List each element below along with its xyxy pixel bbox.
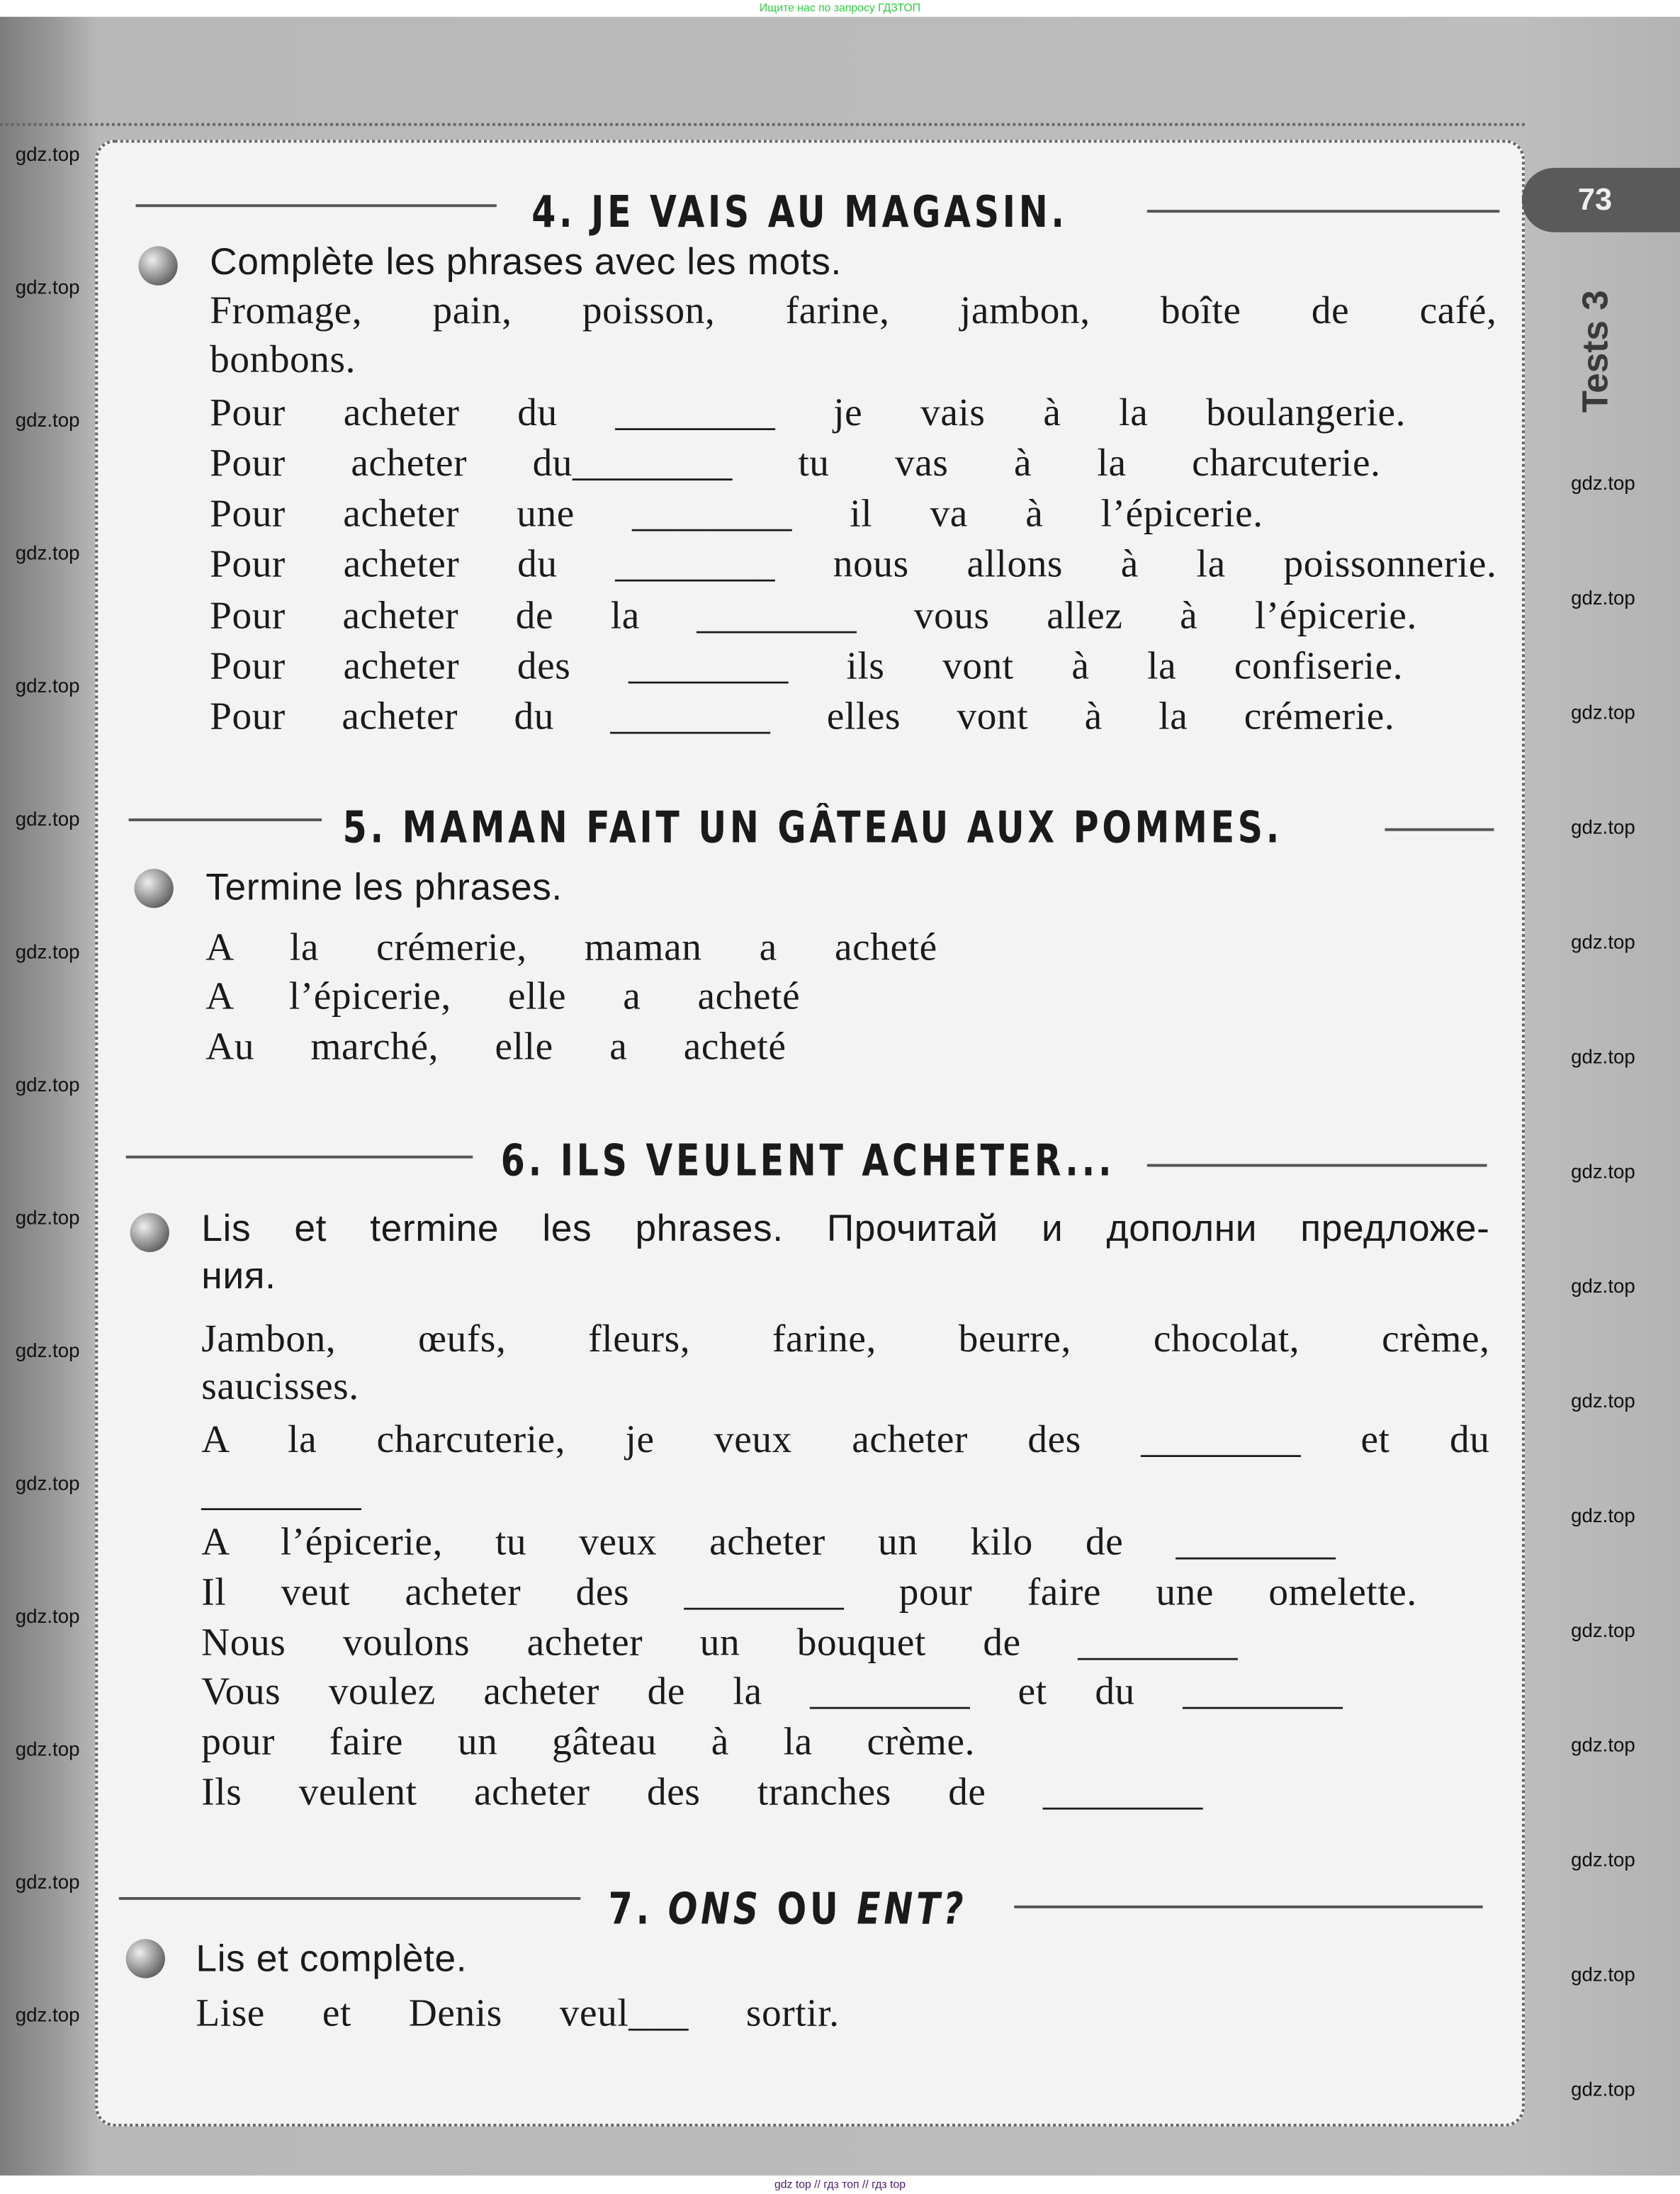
- text-line: ________: [201, 1471, 362, 1516]
- watermark: gdz.top: [1571, 1962, 1635, 1986]
- header-rule: [129, 818, 322, 821]
- watermark: gdz.top: [15, 408, 80, 432]
- watermark: gdz.top: [1571, 930, 1635, 953]
- watermark: gdz.top: [1571, 1733, 1635, 1756]
- text-line: Pour acheter de la ________ vous allez à l’épicerie.: [210, 595, 1417, 638]
- text-line: Pour acheter des ________ ils vont à la confiserie.: [210, 645, 1404, 689]
- text-line: A la crémerie, maman a acheté: [205, 926, 937, 970]
- text-line: Jambon, œufs, fleurs, farine, beurre, chocolat, crème,: [201, 1317, 1490, 1361]
- watermark: gdz.top: [1571, 1274, 1635, 1298]
- text-line: saucisses.: [201, 1365, 359, 1410]
- text-line: Pour acheter du________ tu vas à la charcuterie.: [210, 441, 1381, 486]
- watermark: gdz.top: [1571, 1847, 1635, 1871]
- watermark: gdz.top: [15, 142, 80, 165]
- watermark: gdz.top: [1571, 586, 1635, 609]
- text-line: Au marché, elle a acheté: [205, 1025, 787, 1069]
- watermark: gdz.top: [15, 1604, 80, 1627]
- watermark: gdz.top: [1571, 1619, 1635, 1641]
- instruction: ния.: [201, 1254, 276, 1298]
- watermark: gdz.top: [15, 1870, 80, 1894]
- title-ou: OU: [777, 1884, 842, 1935]
- text-line: Pour acheter du ________ elles vont à la crémerie.: [210, 695, 1395, 739]
- header-rule: [1147, 210, 1499, 213]
- text-line: Pour acheter du ________ je vais à la boulangerie.: [210, 391, 1406, 435]
- watermark: gdz.top: [1571, 701, 1635, 724]
- bullet-icon: [138, 246, 177, 285]
- instruction: Lis et termine les phrases. Прочитай и дополни предложе-: [201, 1207, 1490, 1249]
- watermark: gdz.top: [1571, 815, 1635, 838]
- title-number: 7.: [608, 1884, 653, 1935]
- header-rule: [126, 1156, 473, 1159]
- watermark: gdz.top: [15, 1205, 80, 1229]
- header-rule: [135, 204, 496, 207]
- title-ons: ONS: [667, 1884, 762, 1935]
- text-line: Lise et Denis veul___ sortir.: [196, 1992, 840, 2036]
- page-number: 73: [1522, 168, 1680, 232]
- watermark: gdz.top: [15, 1471, 80, 1495]
- instruction: Complète les phrases avec les mots.: [210, 240, 842, 283]
- text-line: A l’épicerie, elle a acheté: [205, 975, 801, 1019]
- text-line: bonbons.: [210, 338, 356, 382]
- section-4-title: 4. JE VAIS AU MAGASIN.: [531, 187, 1068, 238]
- watermark: gdz.top: [15, 1737, 80, 1760]
- text-line: A l’épicerie, tu veux acheter un kilo de ________: [201, 1520, 1336, 1565]
- text-line: Ils veulent acheter des tranches de ________: [201, 1771, 1203, 1815]
- watermark: gdz.top: [1571, 1504, 1635, 1526]
- text-line: pour faire un gâteau à la crème.: [201, 1721, 976, 1765]
- text-line: Fromage, pain, poisson, farine, jambon, boîte de café,: [210, 289, 1497, 333]
- watermark: gdz.top: [15, 541, 80, 564]
- watermark: gdz.top: [15, 940, 80, 963]
- bullet-icon: [130, 1213, 169, 1252]
- watermark: gdz.top: [15, 2003, 80, 2026]
- watermark: gdz.top: [1571, 471, 1635, 494]
- section-5-title: 5. MAMAN FAIT UN GÂTEAU AUX POMMES.: [342, 803, 1283, 854]
- text-line: Vous voulez acheter de la ________ et du ________: [201, 1670, 1343, 1714]
- text-line: Pour acheter du ________ nous allons à la poissonnerie.: [210, 542, 1497, 587]
- watermark: gdz.top: [15, 275, 80, 298]
- watermark: gdz.top: [1571, 1389, 1635, 1412]
- instruction: Termine les phrases.: [205, 866, 563, 908]
- divider: [0, 123, 1525, 126]
- top-banner: Ищите нас по запросу ГДЗТОП: [759, 1, 921, 14]
- text-line: Pour acheter une ________ il va à l’épicerie.: [210, 492, 1263, 536]
- watermark: gdz.top: [1571, 1159, 1635, 1183]
- watermark: gdz.top: [15, 1073, 80, 1096]
- watermark: gdz.top: [1571, 2077, 1635, 2100]
- bullet-icon: [135, 869, 174, 908]
- header-rule: [1147, 1164, 1487, 1167]
- text-line: Il veut acheter des ________ pour faire une omelette.: [201, 1571, 1417, 1615]
- section-6-title: 6. ILS VEULENT ACHETER...: [500, 1136, 1115, 1187]
- bottom-banner: gdz top // гдз топ // гдз top: [774, 2178, 906, 2191]
- side-label: Tests 3: [1573, 290, 1616, 413]
- watermark: gdz.top: [1571, 1045, 1635, 1068]
- title-ent: ENT?: [857, 1884, 967, 1935]
- instruction: Lis et complète.: [196, 1937, 468, 1980]
- bullet-icon: [126, 1939, 165, 1978]
- header-rule: [119, 1897, 580, 1900]
- header-rule: [1014, 1906, 1482, 1908]
- text-line: A la charcuterie, je veux acheter des ________ et du: [201, 1418, 1490, 1463]
- watermark: gdz.top: [15, 807, 80, 830]
- header-rule: [1385, 828, 1494, 831]
- watermark: gdz.top: [15, 1339, 80, 1361]
- watermark: gdz.top: [15, 674, 80, 697]
- text-line: Nous voulons acheter un bouquet de ________: [201, 1621, 1239, 1665]
- section-7-title: [609, 1881, 967, 1937]
